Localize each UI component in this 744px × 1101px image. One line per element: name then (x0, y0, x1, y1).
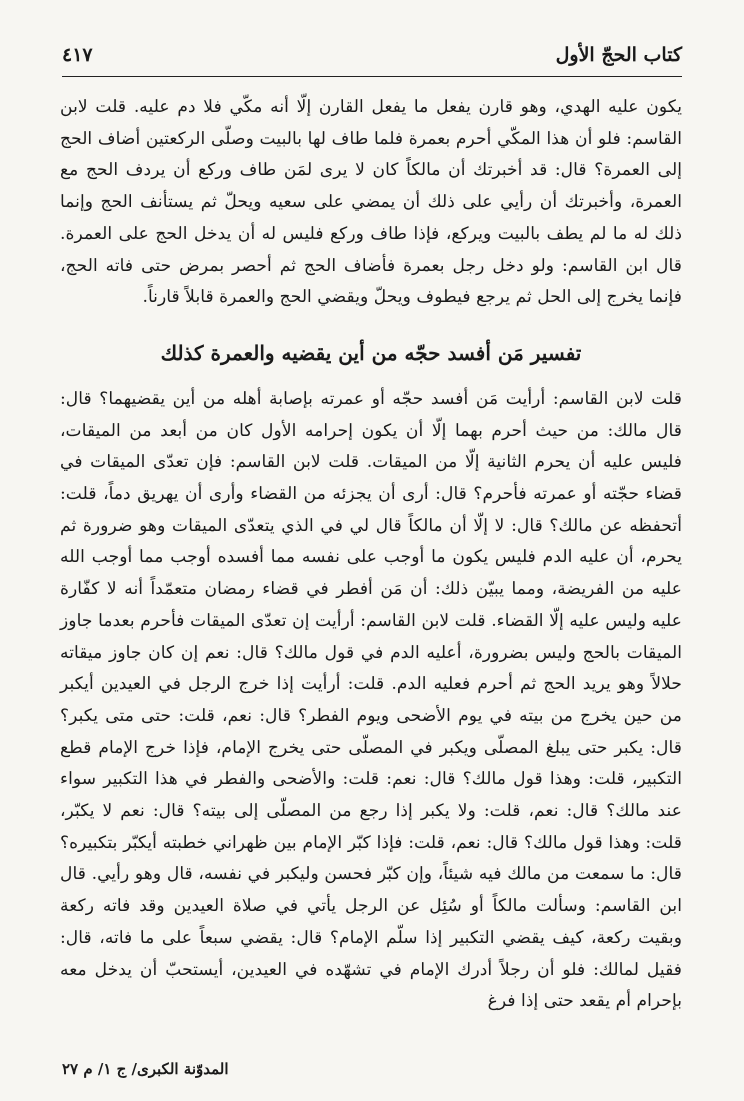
page-body (60, 92, 682, 1018)
running-title: كتاب الحجّ الأول (555, 44, 682, 66)
footer-signature: المدوّنة الكبرى/ ج ١/ م ٢٧ (62, 1060, 229, 1078)
section-title: تفسير مَن أفسد حجّه من أين يقضيه والعمرة كذلك (160, 340, 582, 365)
page-header (62, 40, 682, 77)
page-number: ٤١٧ (62, 44, 93, 66)
paragraph-2: قلت لابن القاسم: أرأيت مَن أفسد حجّه أو عمرته بإصابة أهله من أين يقضيهما؟ قال: قال مالك: من حيث أحرم بهما إلّا أن يكون إحرامه الأول كان من أبعد من الميقات، فليس عليه أن يحرم الثانية إلّا من الميقات. قلت لابن القاسم: فإن تعدّى الميقات في قضاء حجّته أو عمرته فأحرم؟ قال: أرى أن يجزئه من القضاء وأرى أن يهريق دماً، قلت: أتحفظه عن مالك؟ قال: لا إلّا أن مالكاً قال لي في الذي يتعدّى الميقات وهو ضرورة ثم يحرم، أن عليه الدم فليس يكون ما أوجب على نفسه مما أفسده أوجب مما أوجب الله عليه من الفريضة، ومما يبيّن ذلك: أن مَن أفطر في قضاء رمضان متعمّداً أنه لا كفّارة عليه وليس عليه إلّا القضاء. قلت لابن القاسم: أرأيت إن تعدّى الميقات فأحرم بعدما جاوز الميقات بالحج وليس بضرورة، أعليه الدم في قول مالك؟ قال: نعم إن كان جاوز ميقاته حلالاً وهو يريد الحج ثم أحرم فعليه الدم. قلت: أرأيت إذا خرج الرجل في العيدين أيكبر من حين يخرج من بيته في يوم الأضحى ويوم الفطر؟ قال: نعم، قلت: حتى متى يكبر؟ قال: يكبر حتى يبلغ المصلّى ويكبر في المصلّى حتى يخرج الإمام، فإذا خرج الإمام قطع التكبير، قلت: وهذا قول مالك؟ قال: نعم: قلت: والأضحى والفطر في هذا التكبير سواء عند مالك؟ قال: نعم، قلت: ولا يكبر إذا رجع من المصلّى إلى بيته؟ قال: نعم لا يكبّر، قلت: وهذا قول مالك؟ قال: نعم، قلت: فإذا كبّر الإمام بين ظهراني خطبته أيكبّر بتكبيره؟ قال: ما سمعت من مالك فيه شيئاً، وإن كبّر فحسن وليكبر في نفسه، قال وهو رأيي. قال ابن القاسم: وسألت مالكاً أو سُئِل عن الرجل يأتي في صلاة العيدين وقد فاته ركعة وبقيت ركعة، كيف يقضي التكبير إذا سلّم الإمام؟ قال: يقضي سبعاً على ما فاته، قال: فقيل لمالك: فلو أن رجلاً أدرك الإمام في تشهّده في العيدين، أيستحبّ أن يدخل معه بإحرام أم يقعد حتى إذا فرغ (60, 388, 682, 1012)
paragraph-1: يكون عليه الهدي، وهو قارن يفعل ما يفعل القارن إلّا أنه مكّي فلا دم عليه. قلت لابن القاسم: فلو أن هذا المكّي أحرم بعمرة فلما طاف لها بالبيت وصلّى الركعتين أضاف الحج إلى العمرة؟ قال: قد أخبرتك أن مالكاً كان لا يرى لمَن طاف وركع أن يردف الحج مع العمرة، وأخبرتك أن رأيي على ذلك أن يمضي على سعيه ويحلّ ثم يستأنف الحج وإنما ذلك له ما لم يطف بالبيت ويركع، فإذا طاف وركع فليس له أن يدخل الحج على العمرة. قال ابن القاسم: ولو دخل رجل بعمرة فأضاف الحج ثم أحصر بمرض حتى فاته الحج، فإنما يخرج إلى الحل ثم يرجع فيطوف ويحلّ ويقضي الحج والعمرة قابلاً قارناً. (60, 97, 682, 308)
